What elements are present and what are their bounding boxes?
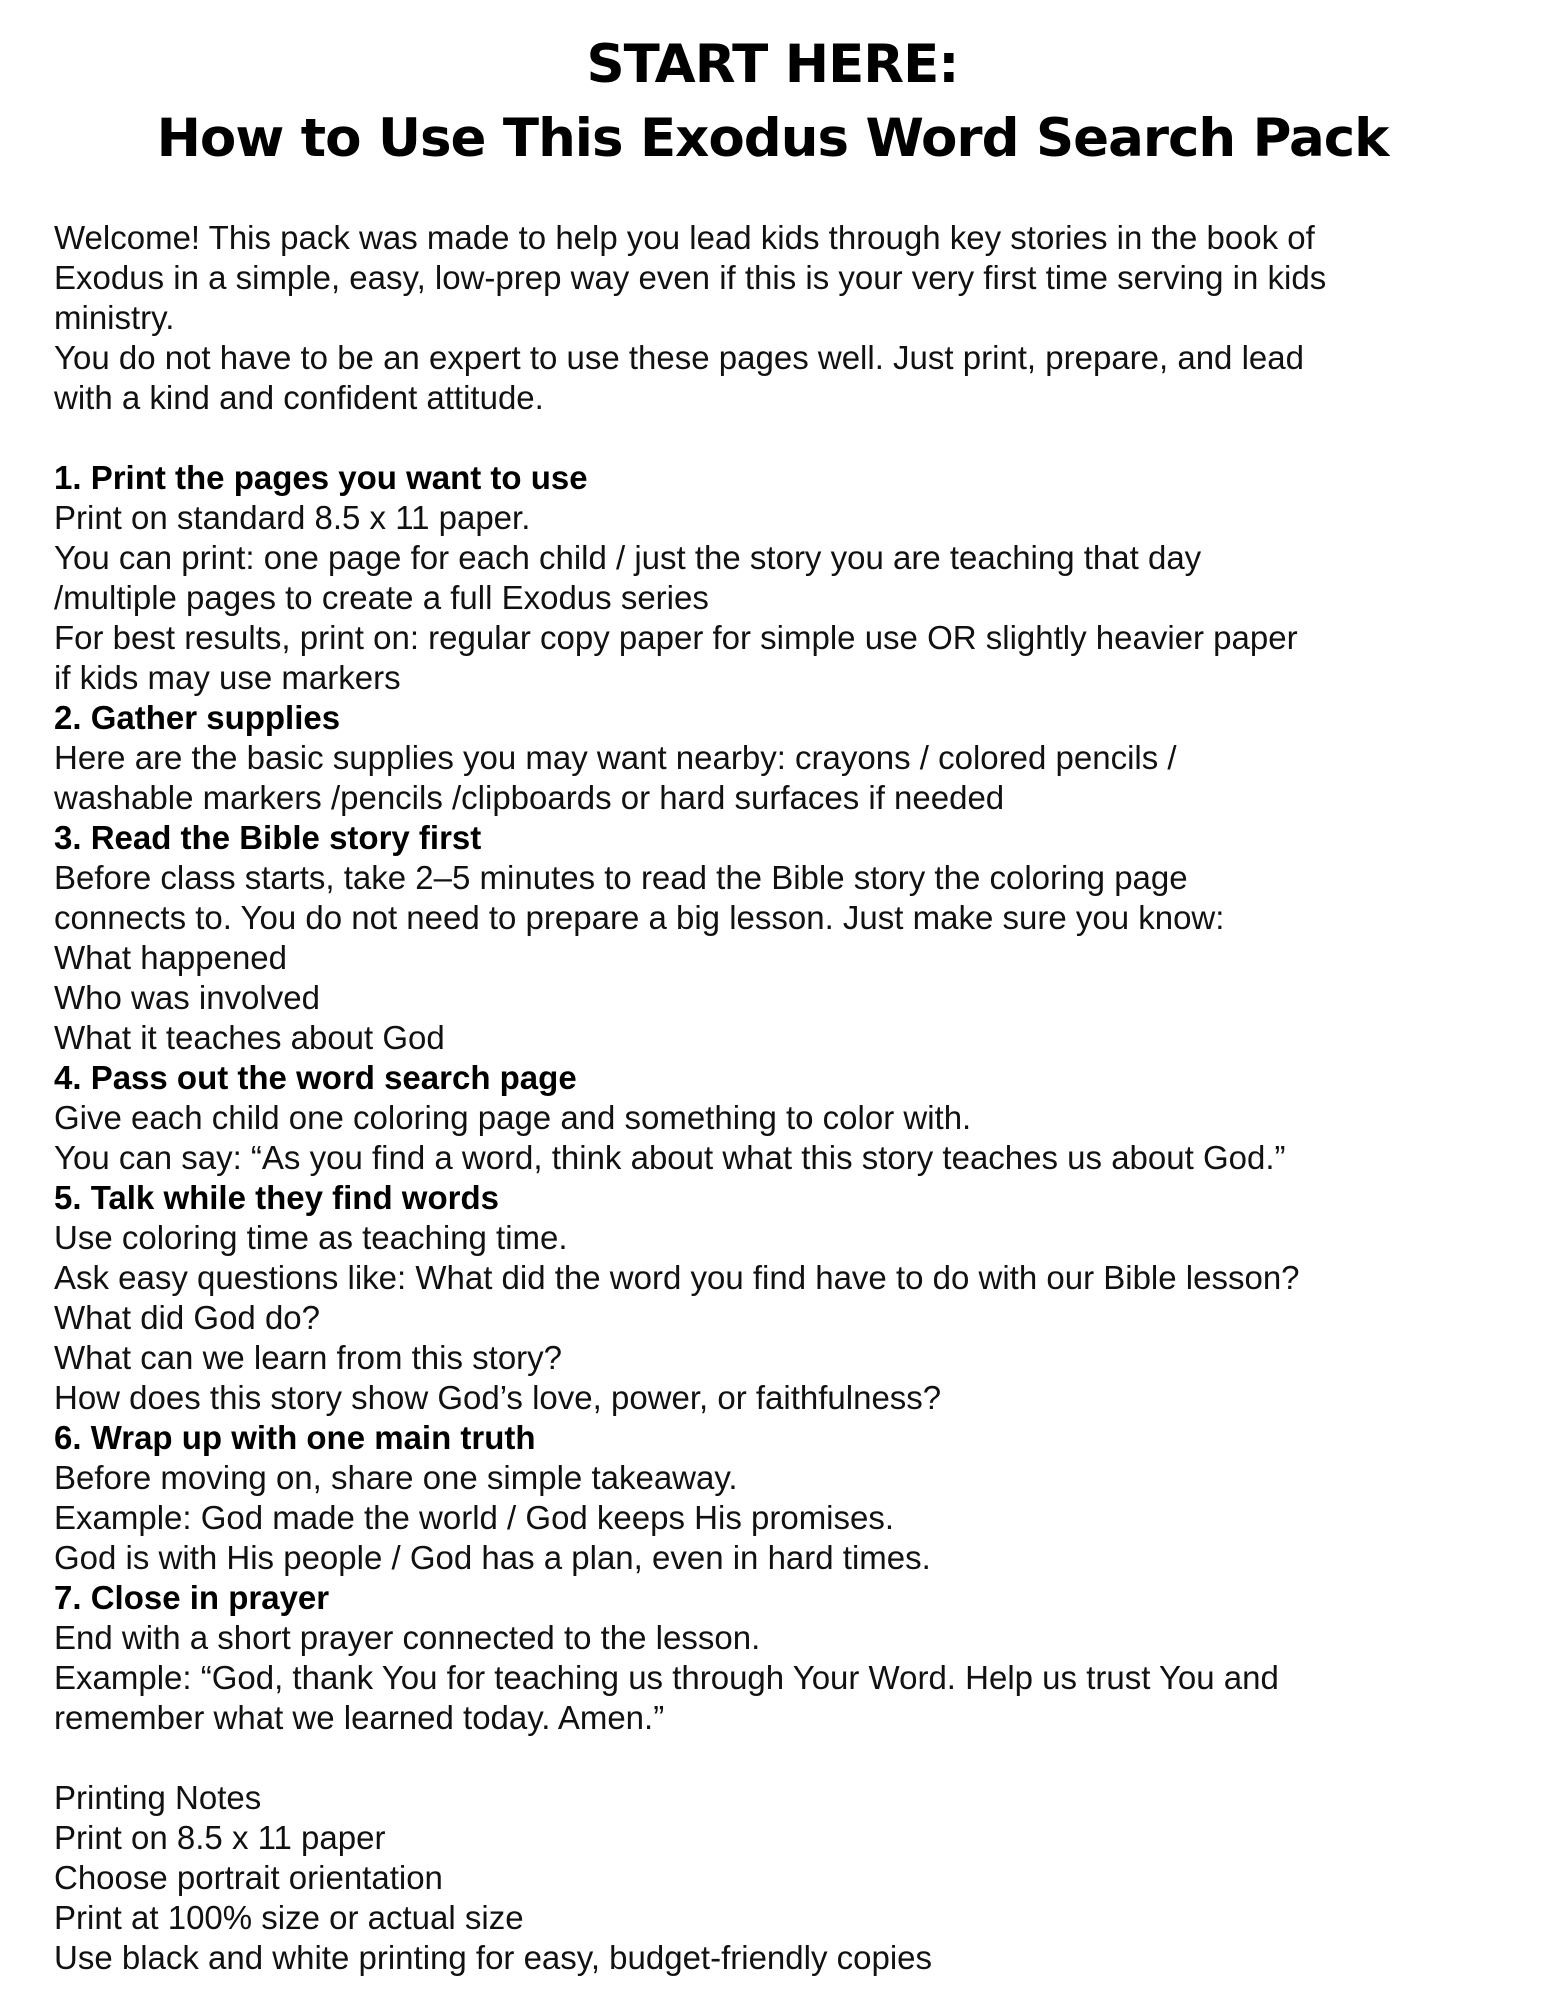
section-line: How does this story show God’s love, power, or faithfulness? [54, 1379, 942, 1416]
section-line: You can print: one page for each child / just the story you are teaching that day [54, 539, 1202, 576]
intro-line: You do not have to be an expert to use these pages well. Just print, prepare, and lead [54, 339, 1304, 376]
section-heading: 4. Pass out the word search page [54, 1059, 577, 1096]
intro-line: Welcome! This pack was made to help you lead kids through key stories in the book of [54, 219, 1315, 256]
section-line: Before class starts, take 2–5 minutes to read the Bible story the coloring page [54, 859, 1188, 896]
section-wrap-up [54, 1418, 1504, 1578]
section-gather-supplies [54, 698, 1504, 818]
section-line: What can we learn from this story? [54, 1339, 563, 1376]
section-heading: 2. Gather supplies [54, 699, 341, 736]
section-line: Example: God made the world / God keeps His promises. [54, 1499, 895, 1536]
intro-line: with a kind and confident attitude. [54, 379, 544, 416]
section-line: Example: “God, thank You for teaching us through Your Word. Help us trust You and [54, 1659, 1279, 1696]
section-line: Use coloring time as teaching time. [54, 1219, 568, 1256]
printing-notes [54, 1778, 1504, 1978]
section-heading: 5. Talk while they find words [54, 1179, 499, 1216]
document-body [54, 218, 1504, 1978]
section-close-prayer [54, 1578, 1504, 1738]
spacer [54, 1738, 1504, 1778]
section-line: End with a short prayer connected to the lesson. [54, 1619, 761, 1656]
section-line: /multiple pages to create a full Exodus series [54, 579, 709, 616]
section-heading: 7. Close in prayer [54, 1579, 330, 1616]
title-line-1: START HERE: [586, 34, 959, 95]
section-talk [54, 1178, 1504, 1418]
section-line: What did God do? [54, 1299, 320, 1336]
section-line: God is with His people / God has a plan, even in hard times. [54, 1539, 931, 1576]
printing-note-line: Print at 100% size or actual size [54, 1899, 524, 1936]
section-line: For best results, print on: regular copy paper for simple use OR slightly heavier paper [54, 619, 1298, 656]
printing-note-line: Choose portrait orientation [54, 1859, 443, 1896]
title-line-2: How to Use This Exodus Word Search Pack [156, 108, 1389, 169]
section-print-pages [54, 458, 1504, 698]
section-line: What happened [54, 939, 288, 976]
section-line: Ask easy questions like: What did the word you find have to do with our Bible lesson? [54, 1259, 1300, 1296]
printing-note-line: Print on 8.5 x 11 paper [54, 1819, 386, 1856]
section-line: Who was involved [54, 979, 320, 1016]
section-line: Give each child one coloring page and something to color with. [54, 1099, 972, 1136]
intro-line: Exodus in a simple, easy, low-prep way even if this is your very first time serving in kids [54, 259, 1327, 296]
section-line: if kids may use markers [54, 659, 401, 696]
section-line: Here are the basic supplies you may want nearby: crayons / colored pencils / [54, 739, 1177, 776]
section-heading: 6. Wrap up with one main truth [54, 1419, 536, 1456]
section-heading: 3. Read the Bible story first [54, 819, 482, 856]
section-read-story [54, 818, 1504, 1058]
section-line: You can say: “As you find a word, think about what this story teaches us about God.” [54, 1139, 1286, 1176]
section-line: What it teaches about God [54, 1019, 445, 1056]
section-pass-out [54, 1058, 1504, 1178]
section-line: Print on standard 8.5 x 11 paper. [54, 499, 531, 536]
intro-section [54, 218, 1504, 418]
intro-line: ministry. [54, 299, 175, 336]
section-line: washable markers /pencils /clipboards or hard surfaces if needed [54, 779, 1005, 816]
spacer [54, 418, 1504, 458]
section-line: Before moving on, share one simple takeaway. [54, 1459, 738, 1496]
printing-note-line: Use black and white printing for easy, budget-friendly copies [54, 1939, 933, 1976]
section-heading: 1. Print the pages you want to use [54, 459, 588, 496]
section-line: remember what we learned today. Amen.” [54, 1699, 665, 1736]
printing-notes-heading: Printing Notes [54, 1779, 262, 1816]
page-title [0, 28, 1545, 176]
section-line: connects to. You do not need to prepare a big lesson. Just make sure you know: [54, 899, 1225, 936]
